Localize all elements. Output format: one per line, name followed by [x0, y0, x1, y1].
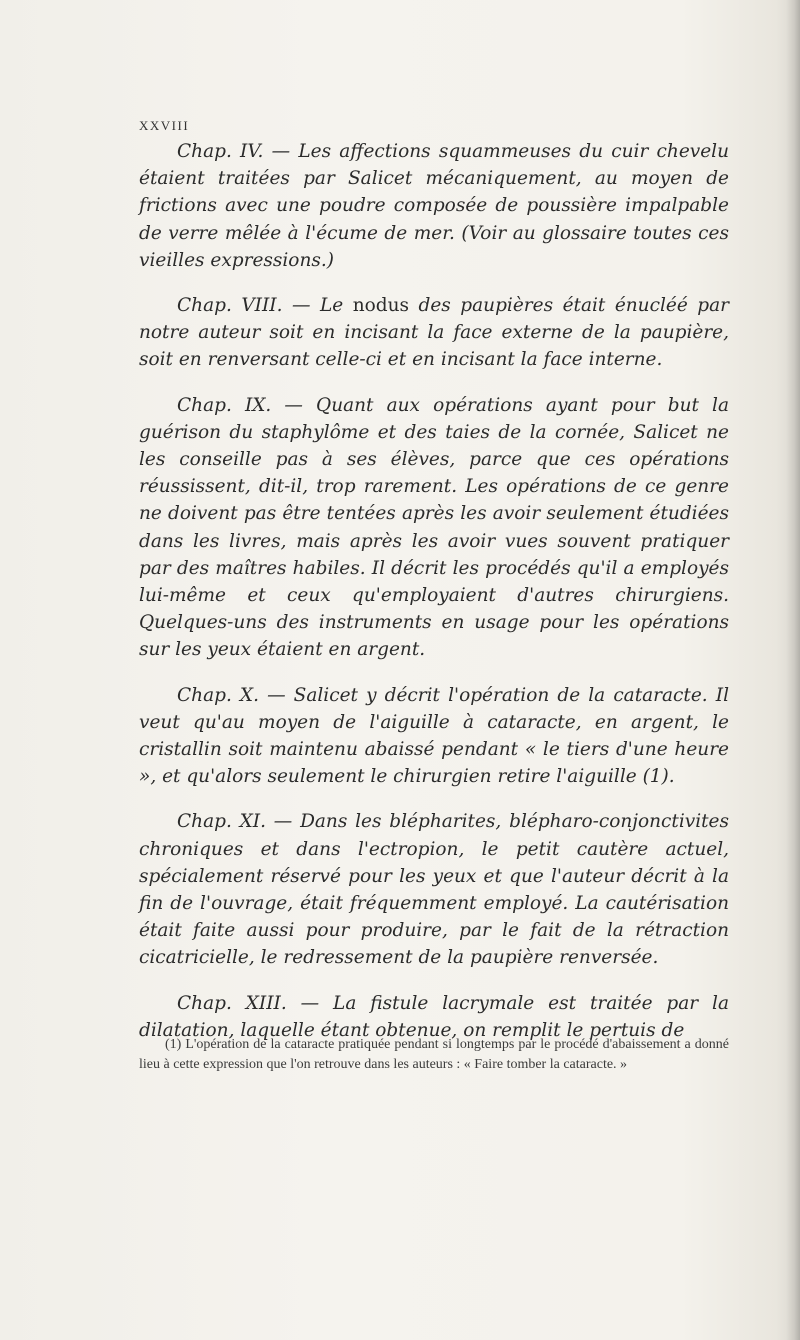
paragraph-chap-xiii: Chap. XIII. — La fistule lacrymale est traitée par la dilatation, laquelle étant obtenue, on remplit le pertuis de — [139, 992, 729, 1041]
page-number: XXVIII — [139, 118, 190, 133]
page-edge-shadow — [786, 0, 800, 1340]
footnote-text: (1) L'opération de la cataracte pratiquée pendant si longtemps par le procédé d'abaissement a donné lieu à cette expression que l'on retrouve dans les auteurs : « Faire tomber la cataracte. » — [139, 1037, 729, 1072]
footnote — [139, 1035, 729, 1074]
paragraph-chap-viii — [139, 292, 729, 374]
paragraph-chap-iv: Chap. IV. — Les affections squammeuses du cuir chevelu étaient traitées par Salicet mécaniquement, au moyen de frictions avec une poudre composée de poussière impalpable de verre mêlée à l'écume de mer. (Voir au glossaire toutes ces vieilles expressions.) — [139, 141, 729, 271]
body-text — [139, 138, 729, 1062]
paragraph-chap-viii-nodus: nodus — [352, 295, 410, 317]
paragraph-chap-viii-before: Chap. VIII. — Le — [177, 295, 353, 317]
paragraph-chap-ix: Chap. IX. — Quant aux opérations ayant pour but la guérison du staphylôme et des taies de la cornée, Salicet ne les conseille pas à ses élèves, parce que ces opérations réussissent, dit-il, trop rarement. Les opérations de ce genre ne doivent pas être tentées après les avoir seulement étudiées dans les livres, mais après les avoir vues souvent pratiquer par des maîtres habiles. Il décrit les procédés qu'il a employés lui-même et ceux qu'employaient d'autres chirurgiens. Quelques-uns des instruments en usage pour les opérations sur les yeux étaient en argent. — [139, 394, 729, 661]
paragraph-chap-x: Chap. X. — Salicet y décrit l'opération de la cataracte. Il veut qu'au moyen de l'aiguille à cataracte, en argent, le cristallin soit maintenu abaissé pendant « le tiers d'une heure », et qu'alors seulement le chirurgien retire l'aiguille (1). — [139, 684, 729, 788]
paragraph-chap-xi: Chap. XI. — Dans les blépharites, blépharo-conjonctivites chroniques et dans l'ectropion, le petit cautère actuel, spécialement réservé pour les yeux et que l'auteur décrit à la fin de l'ouvrage, était fréquemment employé. La cautérisation était faite aussi pour produire, par le fait de la rétraction cicatricielle, le redressement de la paupière renversée. — [139, 811, 729, 969]
paragraph-chap-viii-after: des paupières était énucléé par notre auteur soit en incisant la face externe de la paupière, soit en renversant celle-ci et en incisant la face interne. — [139, 295, 729, 371]
